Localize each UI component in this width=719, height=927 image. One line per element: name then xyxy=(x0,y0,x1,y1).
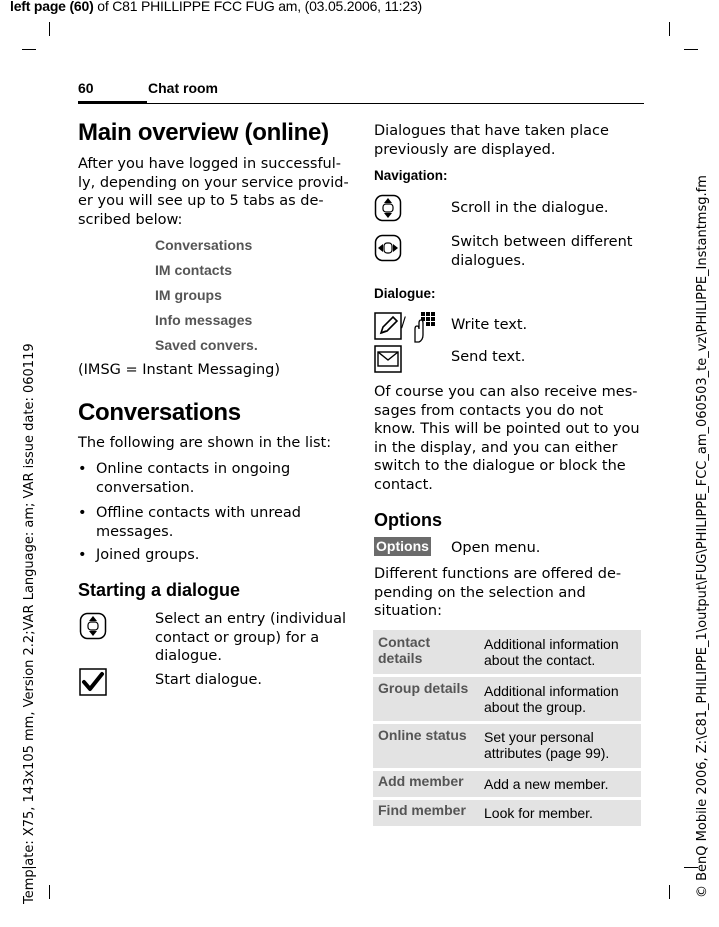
table-row xyxy=(373,771,641,797)
text-line: Find member xyxy=(378,802,466,818)
options-softkey: Options xyxy=(374,537,431,556)
starting-dialogue-heading: Starting a dialogue xyxy=(78,580,241,600)
print-header-page: left page (60) xyxy=(10,0,94,14)
print-header-info: of C81 PHILLIPPE FCC FUG am, (03.05.2006, 11:23) xyxy=(93,0,422,14)
table-value xyxy=(484,776,634,792)
table-row xyxy=(373,724,641,768)
checkmark-icon xyxy=(79,668,107,696)
navigation-updown-icon xyxy=(374,194,402,222)
navigation-leftright-icon xyxy=(374,234,402,262)
envelope-icon xyxy=(374,345,402,373)
list-item xyxy=(96,546,199,565)
table-key xyxy=(378,727,482,743)
list-intro: The following are shown in the list: xyxy=(78,435,332,451)
list-item xyxy=(96,504,301,541)
text-line: conversation. xyxy=(96,479,195,496)
table-key xyxy=(378,680,482,696)
header-rule xyxy=(147,103,644,104)
text-line: Contact xyxy=(378,634,431,650)
table-value xyxy=(484,805,634,821)
send-text-description: Send text. xyxy=(451,349,526,365)
text-line: After you have logged in successful- xyxy=(78,156,342,172)
text-line: about the group. xyxy=(484,699,586,715)
text-line: contact or group) for a xyxy=(155,629,320,646)
imsg-note: (IMSG = Instant Messaging) xyxy=(78,362,281,378)
crop-mark xyxy=(684,49,698,50)
write-text-description: Write text. xyxy=(451,317,528,333)
pencil-icon xyxy=(374,312,402,340)
text-line: Additional information xyxy=(484,636,619,652)
list-item xyxy=(96,460,290,497)
table-value xyxy=(484,636,634,668)
print-header xyxy=(10,0,422,14)
receive-paragraph xyxy=(374,383,640,494)
table-row xyxy=(373,630,641,674)
page-number: 60 xyxy=(78,80,94,96)
text-line: messages. xyxy=(96,523,174,540)
crop-mark xyxy=(22,49,36,50)
text-line: • Online contacts in ongoing xyxy=(96,461,291,477)
table-key xyxy=(378,634,478,666)
crop-mark xyxy=(49,22,50,36)
tab-im-groups: IM groups xyxy=(155,287,222,303)
conversations-heading: Conversations xyxy=(78,399,241,426)
text-line: ly, depending on your service provid- xyxy=(78,174,349,191)
text-line: Additional information xyxy=(484,683,619,699)
text-line: Look for member. xyxy=(484,805,593,821)
table-value xyxy=(484,683,634,715)
text-line: er you will see up to 5 tabs as de- xyxy=(78,193,324,209)
text-line: attributes (page 99). xyxy=(484,745,610,761)
navigation-updown-icon xyxy=(79,612,107,640)
text-line: in the display, and you can either xyxy=(374,439,618,456)
tab-saved-conversations: Saved convers. xyxy=(155,337,258,353)
dialogue-label: Dialogue: xyxy=(374,286,436,301)
text-line: scribed below: xyxy=(78,211,183,228)
options-description: Open menu. xyxy=(451,540,541,556)
text-line: Select an entry (individual xyxy=(155,611,346,627)
keypad-icon xyxy=(409,311,437,343)
text-line: • Offline contacts with unread xyxy=(96,505,302,521)
text-line: sages from contacts you do not xyxy=(374,402,604,419)
table-row xyxy=(373,800,641,826)
tab-conversations: Conversations xyxy=(155,237,253,253)
crop-mark xyxy=(669,885,670,899)
template-info: Template: X75, 143x105 mm, Version 2.2;VAR Language: am; VAR issue date: 060119 xyxy=(22,343,37,904)
options-heading: Options xyxy=(374,510,442,530)
intro-paragraph xyxy=(78,155,349,229)
functions-paragraph xyxy=(374,565,621,621)
text-line: Different functions are offered de- xyxy=(374,566,622,582)
copyright-path: © BenQ Mobile 2006, Z:\C81_PHILIPPE_1\output\FUG\PHILIPPE_FCC_am_060503_te_vz\PHILIPPE_Instantmsg.fm xyxy=(695,175,710,898)
select-entry-description xyxy=(155,610,346,666)
text-line: Set your personal xyxy=(484,729,594,745)
chapter-title: Chat room xyxy=(148,80,218,96)
table-row xyxy=(373,677,641,721)
text-line: Online status xyxy=(378,727,467,743)
tab-info-messages: Info messages xyxy=(155,312,253,328)
header-rule xyxy=(78,101,147,104)
table-value xyxy=(484,729,634,761)
text-line: situation: xyxy=(374,603,443,619)
main-overview-heading: Main overview (online) xyxy=(78,119,329,146)
text-line: dialogue. xyxy=(155,648,222,664)
start-dialogue-description: Start dialogue. xyxy=(155,672,262,688)
text-line: Of course you can also receive mes- xyxy=(374,384,638,400)
crop-mark xyxy=(49,885,50,899)
text-line: previously are displayed. xyxy=(374,141,556,158)
text-line: • Joined groups. xyxy=(96,547,200,563)
scroll-description: Scroll in the dialogue. xyxy=(451,200,609,216)
text-line: know. This will be pointed out to you xyxy=(374,421,640,437)
text-line: switch to the dialogue or block the xyxy=(374,458,626,474)
text-line: Add a new member. xyxy=(484,776,609,792)
text-line: contact. xyxy=(374,476,433,493)
crop-mark xyxy=(669,22,670,36)
icon-separator: / xyxy=(401,315,406,331)
dialogues-paragraph xyxy=(374,122,609,159)
text-line: Switch between different xyxy=(451,234,633,250)
tab-im-contacts: IM contacts xyxy=(155,262,233,278)
text-line: pending on the selection and xyxy=(374,584,586,601)
switch-description xyxy=(451,233,632,270)
text-line: details xyxy=(378,650,423,666)
table-key xyxy=(378,802,482,818)
table-key xyxy=(378,773,482,789)
text-line: Group details xyxy=(378,680,469,696)
text-line: dialogues. xyxy=(451,252,526,269)
navigation-label: Navigation: xyxy=(374,168,448,183)
text-line: Dialogues that have taken place xyxy=(374,123,609,139)
text-line: about the contact. xyxy=(484,652,596,668)
text-line: Add member xyxy=(378,773,464,789)
